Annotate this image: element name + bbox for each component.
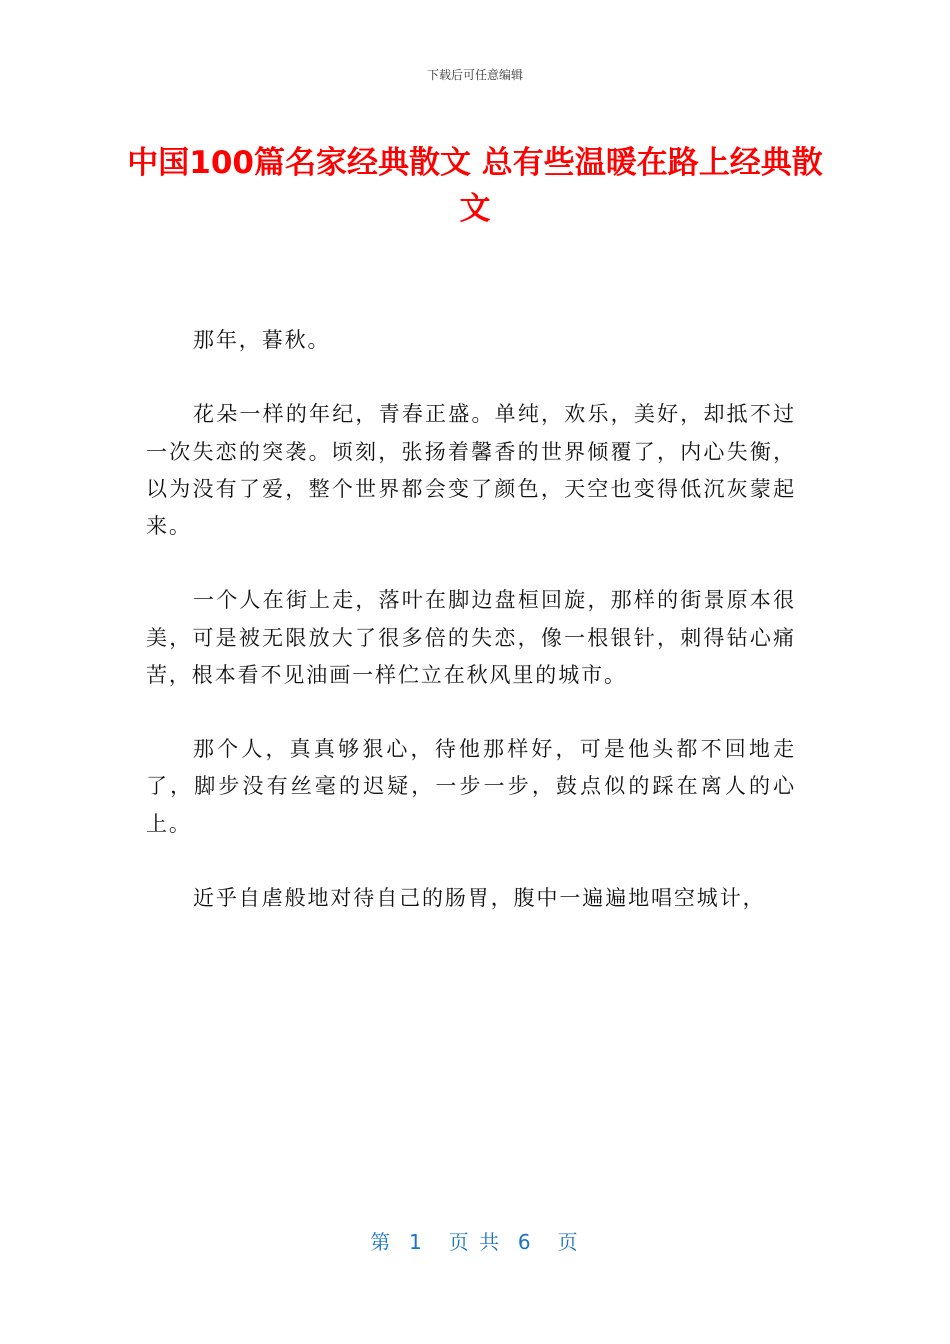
header-note: 下载后可任意编辑 [426,68,523,82]
page-footer: 第 1 页 共 6 页 [370,1230,580,1254]
paragraph: 那个人，真真够狠心，待他那样好，可是他头都不回地走了，脚步没有丝毫的迟疑，一步一步，鼓点似的踩在离人的心上。 [146,737,796,836]
paragraph: 近乎自虐般地对待自己的肠胃，腹中一遍遍地唱空城计， [193,885,766,910]
document-title: 中国100篇名家经典散文 总有些温暖在路上经典散文 [127,145,823,227]
document-body [146,322,796,954]
paragraph: 那年，暮秋。 [193,328,331,352]
paragraph: 一个人在街上走，落叶在脚边盘桓回旋，那样的街景原本很美，可是被无限放大了很多倍的失恋，像一根银针，刺得钻心痛苦，根本看不见油画一样伫立在秋风里的城市。 [146,588,796,687]
paragraph: 花朵一样的年纪，青春正盛。单纯，欢乐，美好，却抵不过一次失恋的突袭。顷刻，张扬着馨香的世界倾覆了，内心失衡，以为没有了爱，整个世界都会变了颜色，天空也变得低沉灰蒙起来。 [146,402,796,538]
